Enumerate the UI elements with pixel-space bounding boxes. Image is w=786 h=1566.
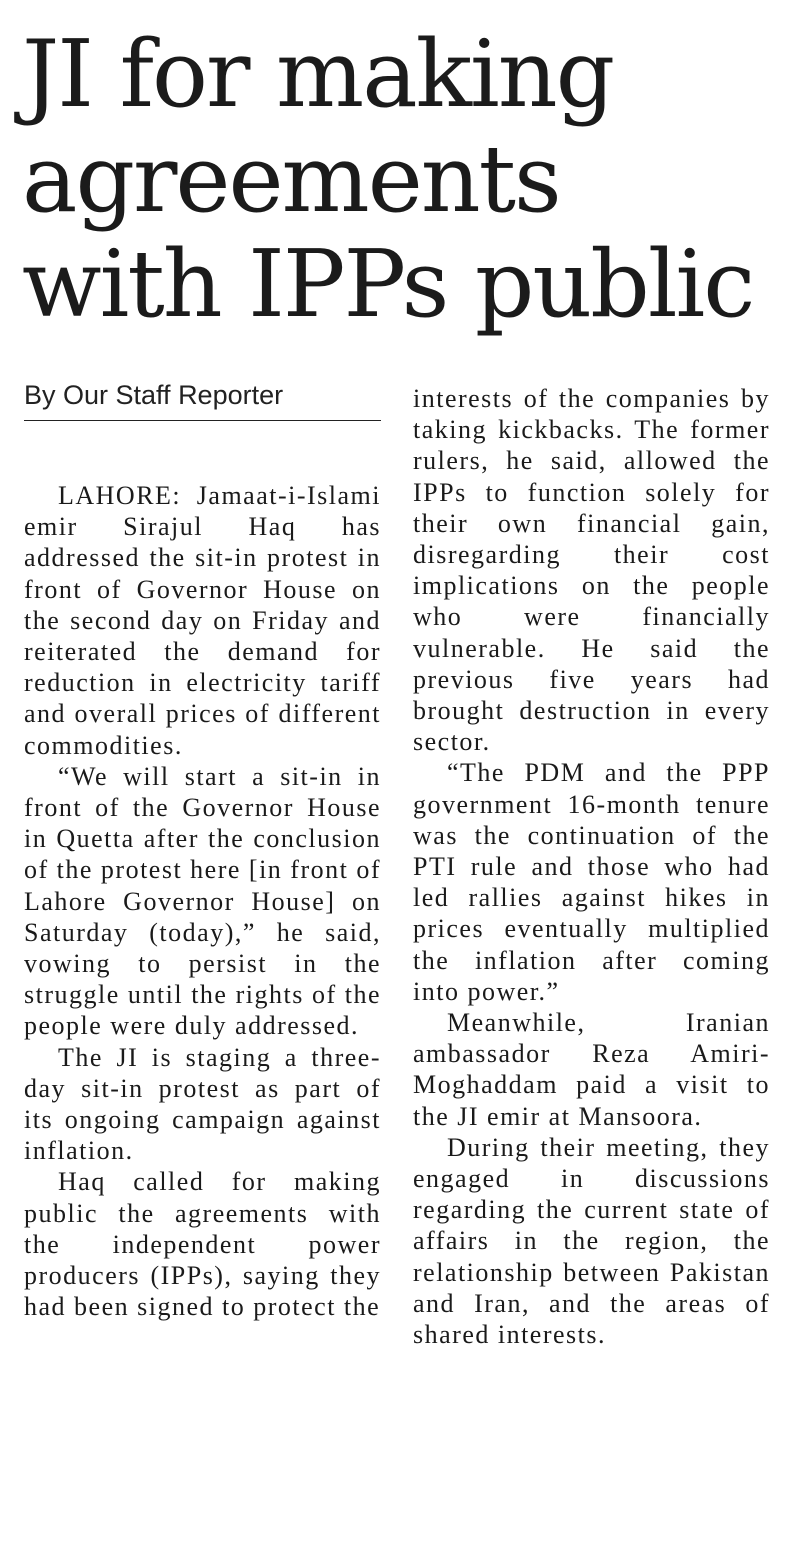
article-paragraph: “We will start a sit-in in front of the Governor House in Quetta after the conclusion of the protest here [in front of Lahore Governor House] on Saturday (today),” he said, vowing to persist in the struggle until the rights of the people were duly addressed. (24, 761, 382, 1041)
article-paragraph-continued: interests of the companies by taking kickbacks. The former rulers, he said, allowed the IPPs to function solely for their own financial gain, disregarding their cost implications on the people who were financially vulnerable. He said the previous five years had brought destruction in every sector. (413, 384, 770, 757)
byline: By Our Staff Reporter (24, 378, 381, 421)
article-paragraph: Meanwhile, Iranian ambassador Reza Amiri-Moghaddam paid a visit to the JI emir at Mansoora. (413, 1008, 770, 1131)
article-paragraph: LAHORE: Jamaat-i-Islami emir Sirajul Haq has addressed the sit-in protest in front of Governor House on the second day on Friday and reiterated the demand for reduction in electricity tariff and overall prices of different commodities. (24, 481, 381, 760)
article-column-right (413, 383, 770, 1350)
article-paragraph: “The PDM and the PPP government 16-month tenure was the continuation of the PTI rule and those who had led rallies against hikes in prices eventually multiplied the inflation after coming into power.” (413, 758, 770, 1006)
article-paragraph: Haq called for making public the agreements with the independent power producers (IPPs), saying they had been signed to protect the (24, 1167, 381, 1322)
article-paragraph: During their meeting, they engaged in discussions regarding the current state of affairs in the region, the relationship between Pakistan and Iran, and the areas of shared interests. (413, 1132, 770, 1350)
headline: JI for making agreements with IPPs public (22, 20, 754, 338)
article-column-left (24, 480, 381, 1322)
article-paragraph: The JI is staging a three-day sit-in protest as part of its ongoing campaign against inflation. (24, 1042, 381, 1166)
